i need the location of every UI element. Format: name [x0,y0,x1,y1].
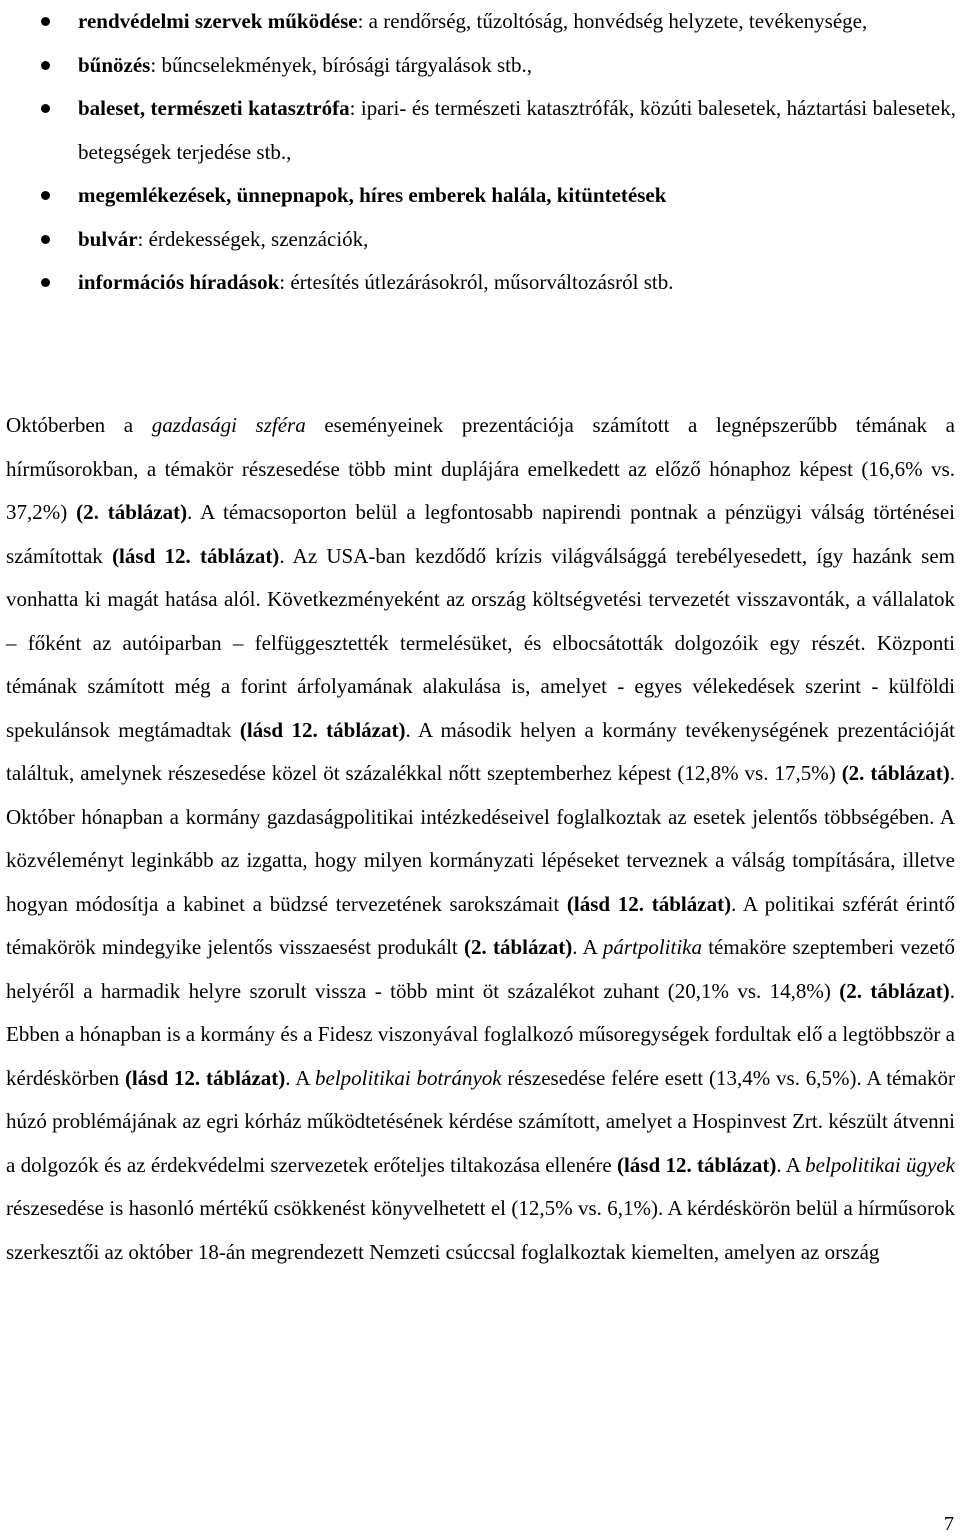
bullet-icon [41,104,50,113]
list-item-term: megemlékezések, ünnepnapok, híres emberek halála, kitüntetések [78,183,667,207]
table-reference: (2. táblázat) [839,978,950,1003]
list-item-term: információs híradások [78,270,280,294]
topic-term: belpolitikai ügyek [805,1152,955,1177]
table-reference: (2. táblázat) [76,500,188,524]
list-item [0,87,960,174]
bullet-icon [41,17,50,26]
table-reference: (lásd 12. táblázat) [566,891,732,916]
paragraph-text: részesedése is hasonló mértékű csökkenést könyvelhetett el (12,5% vs. 6,1%). A kérdéskörön belül a hírműsorok szerkesztői az október 18-án megrendezett Nemzeti csúccsal foglalkoztak kiemelten, amelyen az ország [6,1196,955,1264]
paragraph-text: témaköre szeptemberi vezető helyéről a harmadik helyre szorult vissza - több mint öt százalékot zuhant (20,1% vs. 14,8%) [6,935,956,1003]
table-reference: (lásd 12. táblázat) [239,717,406,742]
paragraph-text: . A témacsoporton belül a legfontosabb napirendi pontnak a pénzügyi válság történései számítottak [6,500,955,568]
body-paragraph [6,404,955,1274]
list-item [0,218,960,262]
bullet-icon [41,61,50,70]
paragraph-text: részesedése felére esett (13,4% vs. 6,5%). A témakör húzó problémájának az egri kórház működtetésének kérdése számított, amelyet a Hospinvest Zrt. készült átvenni a dolgozók és az érdekvédelmi szervezetek erőteljes tiltakozása ellenére [6,1065,956,1177]
table-reference: (lásd 12. táblázat) [616,1152,777,1177]
list-item-term: rendvédelmi szervek működése [78,9,358,33]
list-item-term: bulvár [78,226,138,251]
paragraph-text: Októberben a [6,413,152,437]
topic-term: belpolitikai botrányok [315,1065,502,1090]
paragraph-text: . A [285,1065,315,1090]
table-reference: (lásd 12. táblázat) [112,543,280,568]
list-item [0,44,960,88]
list-item-text: : értesítés útlezárásokról, műsorváltozásról stb. [279,270,674,294]
list-item-term: baleset, természeti katasztrófa [78,96,350,120]
paragraph-text: . Az USA-ban kezdődő krízis világválsággá terebélyesedett, így hazánk sem vonhatta ki magát hatása alól. Következményeként az ország költségvetési tervezetét visszavonták, a vállalatok – főként az autóiparban – felfüggesztették termelésüket, és elbocsátották dolgozóik egy részét. Központi témának számított még a forint árfolyamának alakulása is, amelyet - egyes vélekedések szerint - külföldi spekulánsok megtámadtak [6,543,955,742]
bullet-icon [41,191,50,200]
bullet-icon [41,278,50,287]
paragraph-text: . A politikai szférát érintő témakörök mindegyike jelentős visszaesést produkált [6,891,955,959]
paragraph-text: . Ebben a hónapban is a kormány és a Fidesz viszonyával foglalkozó műsoregységek fordultak elő a legtöbbször a kérdéskörben [6,978,955,1090]
list-item-text: : ipari- és természeti katasztrófák, közúti balesetek, háztartási balesetek, betegségek terjedése stb., [78,96,956,164]
list-item [0,174,960,218]
paragraph-text: eseményeinek prezentációja számított a legnépszerűbb témának a hírműsorokban, a témakör részesedése több mint duplájára emelkedett az előző hónaphoz képest (16,6% vs. 37,2%) [6,413,955,524]
paragraph-text: . A [776,1152,806,1177]
table-reference: (lásd 12. táblázat) [124,1065,286,1090]
paragraph-text: . Október hónapban a kormány gazdaságpolitikai intézkedéseivel foglalkoztak az esetek jelentős többségében. A közvéleményt leginkább az izgatta, hogy milyen kormányzati lépéseket terveznek a válság tompítására, illetve hogyan módosítja a kabinet a büdzsé tervezetének sarokszámait [6,761,955,916]
bullet-icon [41,235,50,244]
list-item-term: bűnözés [78,52,151,77]
paragraph-text: . A második helyen a kormány tevékenységének prezentációját találtuk, amelynek részesedése közel öt százalékkal nőtt szeptemberhez képest (12,8% vs. 17,5%) [6,717,955,785]
topic-term: gazdasági szféra [151,413,306,437]
page-number: 7 [944,1513,954,1535]
list-item-text: : bűncselekmények, bírósági tárgyalások stb., [150,52,532,77]
list-item [0,0,960,44]
list-item-text: : a rendőrség, tűzoltóság, honvédség helyzete, tevékenysége, [357,9,868,33]
list-item [0,261,960,305]
bullet-list [0,0,960,305]
paragraph-text: . A [572,935,603,959]
table-reference: (2. táblázat) [463,935,573,959]
list-item-text: : érdekességek, szenzációk, [137,226,369,251]
topic-term: pártpolitika [602,935,702,959]
table-reference: (2. táblázat) [841,761,950,785]
